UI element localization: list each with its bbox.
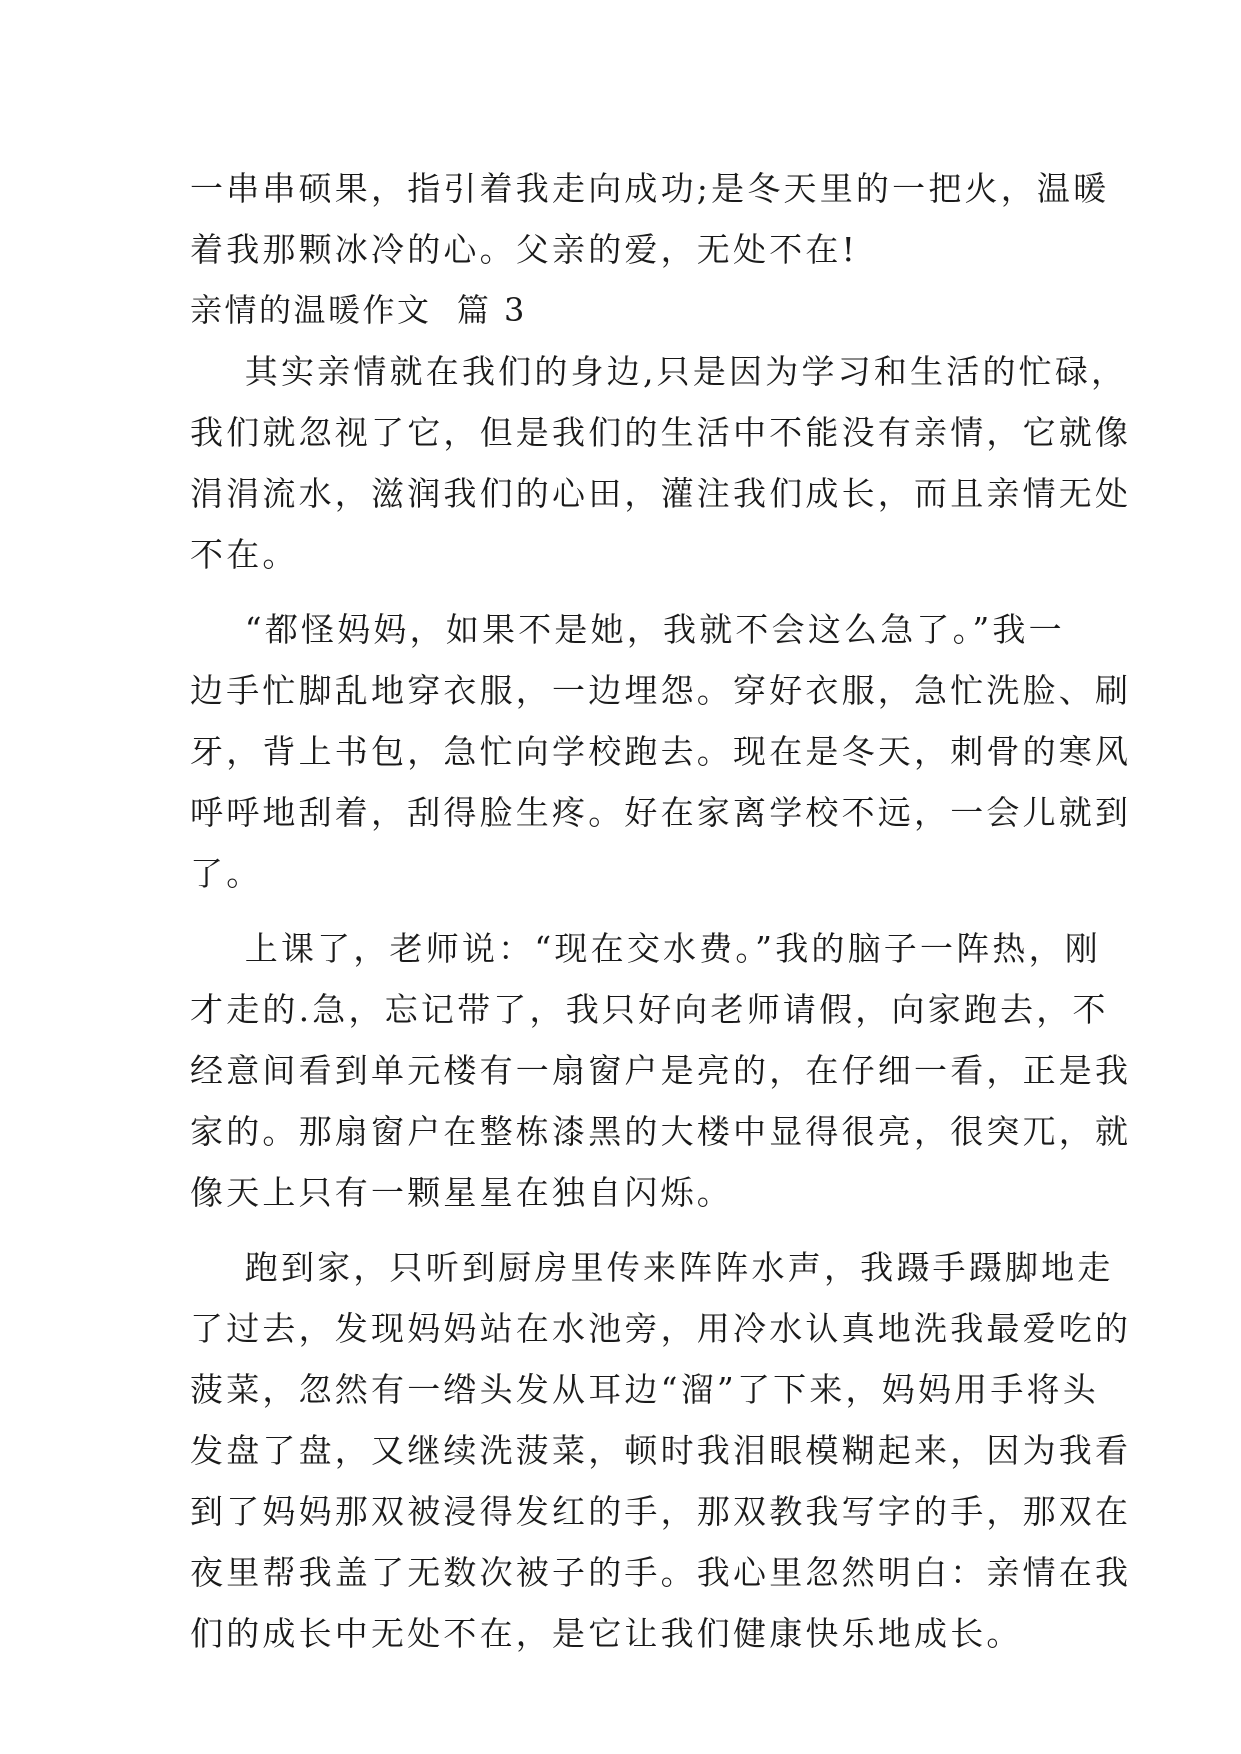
text-line: 上课了，老师说：“现在交水费。”我的脑子一阵热，刚: [190, 929, 1102, 968]
section-title: 亲情的温暖作文 篇 3: [190, 291, 527, 329]
paragraph-1: [190, 341, 1132, 585]
text-line: 像天上只有一颗星星在独自闪烁。: [190, 1173, 733, 1212]
text-line: 们的成长中无处不在，是它让我们健康快乐地成长。: [190, 1614, 1023, 1653]
text-line: 边手忙脚乱地穿衣服，一边埋怨。穿好衣服，急忙洗脸、刷: [190, 671, 1132, 710]
text-line: 经意间看到单元楼有一扇窗户是亮的，在仔细一看，正是我: [190, 1051, 1132, 1090]
text-line: 牙，背上书包，急忙向学校跑去。现在是冬天，刺骨的寒风: [190, 732, 1132, 771]
text-line: 了过去，发现妈妈站在水池旁，用冷水认真地洗我最爱吃的: [190, 1309, 1132, 1348]
paragraph-4: [190, 1237, 1132, 1664]
text-line: 到了妈妈那双被浸得发红的手，那双教我写字的手，那双在: [190, 1492, 1132, 1531]
text-line: 涓涓流水，滋润我们的心田，灌注我们成长，而且亲情无处: [190, 474, 1132, 513]
text-line: 其实亲情就在我们的身边,只是因为学习和生活的忙碌，: [190, 352, 1128, 391]
text-line: 夜里帮我盖了无数次被子的手。我心里忽然明白：亲情在我: [190, 1553, 1132, 1592]
paragraph-gap: [190, 585, 1060, 599]
text-line: “都怪妈妈，如果不是她，我就不会这么急了。”我一: [190, 610, 1065, 649]
text-line: 不在。: [190, 535, 299, 574]
text-line: 家的。那扇窗户在整栋漆黑的大楼中显得很亮，很突兀，就: [190, 1112, 1132, 1151]
paragraph-gap: [190, 1223, 1060, 1237]
text-line: 了。: [190, 854, 263, 893]
text-line: 跑到家，只听到厨房里传来阵阵水声，我蹑手蹑脚地走: [190, 1248, 1114, 1287]
paragraph-gap: [190, 904, 1060, 918]
text-line: 我们就忽视了它，但是我们的生活中不能没有亲情，它就像: [190, 413, 1132, 452]
paragraph-3: [190, 918, 1132, 1223]
text-line: 才走的.急，忘记带了，我只好向老师请假，向家跑去，不: [190, 990, 1109, 1029]
text-line: 一串串硕果，指引着我走向成功;是冬天里的一把火，温暖: [190, 169, 1110, 208]
text-line: 着我那颗冰冷的心。父亲的爱，无处不在!: [190, 230, 859, 269]
text-line: 呼呼地刮着，刮得脸生疼。好在家离学校不远，一会儿就到: [190, 793, 1132, 832]
text-line: 发盘了盘，又继续洗菠菜，顿时我泪眼模糊起来，因为我看: [190, 1431, 1132, 1470]
paragraph-2: [190, 599, 1132, 904]
text-line: 菠菜，忽然有一绺头发从耳边“溜”了下来，妈妈用手将头: [190, 1370, 1099, 1409]
document-page: [190, 158, 1132, 1664]
intro-paragraph: [190, 158, 1110, 280]
